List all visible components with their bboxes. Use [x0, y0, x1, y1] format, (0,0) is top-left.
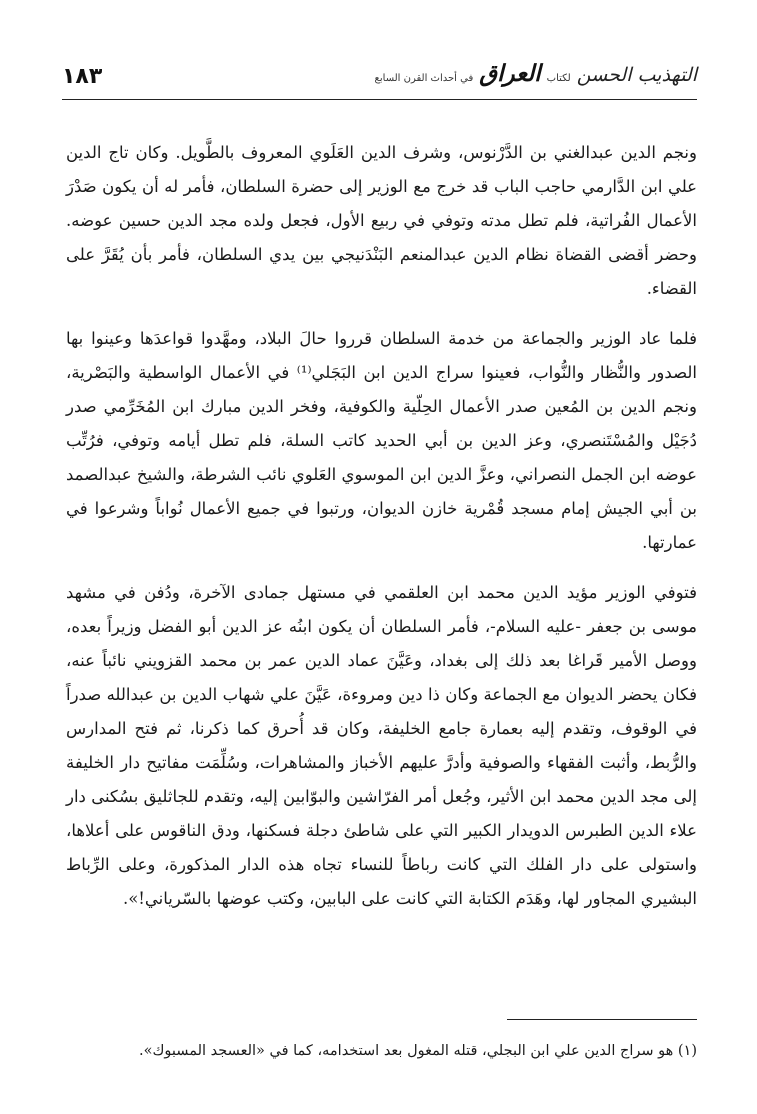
- running-title-part-3: العراق: [479, 60, 541, 87]
- running-title-part-2: لكتاب: [546, 73, 571, 84]
- header-rule: [62, 99, 697, 100]
- paragraph-1: ونجم الدين عبدالغني بن الدَّرْنوس، وشرف الدين العَلَوي المعروف بالطَّويل. وكان تاج الدين علي ابن الدَّارمي حاجب الباب قد خرج مع الوزير إلى حضرة السلطان، فأمر له أن يكون صَدْرَ الأعمال الفُراتية، فلم تطل مدته وتوفي في ربيع الأول، فجعل ولده مجد الدين حسين عوضه. وحضر أقضى القضاة نظام الدين عبدالمنعم البَنْدَنيجي بين يدي السلطان، فأمر بأن يُقَرَّ على القضاء.: [66, 143, 697, 298]
- page-number: ١٨٣: [62, 64, 103, 89]
- main-text: [66, 136, 697, 932]
- footnote-separator: [507, 1019, 697, 1020]
- paragraph-2: فلما عاد الوزير والجماعة من خدمة السلطان قرروا حالَ البلاد، ومهَّدوا قواعدَها وعينوا بها الصدور والنُّظار والنُّواب، فعينوا سراج الدين ابن البَجَلي⁽¹⁾ في الأعمال الواسطية والبَصْرية، ونجم الدين بن المُعين صدر الأعمال الحِلّية والكوفية، وفخر الدين مبارك ابن المُخَرِّمي صدر دُجَيْل والمُسْتَنصري، وعز الدين بن أبي الحديد كاتب السلة، فلم تطل أيامه وتوفي، فرُتِّب عوضه ابن الجمل النصراني، وعزَّ الدين ابن الموسوي العَلوي نائب الشرطة، والشيخ عبدالصمد بن أبي الجيش إمام مسجد قُمْرية خازن الديوان، ورتبوا في جميع الأعمال نُواباً وشرعوا في عمارتها.: [66, 329, 697, 552]
- paragraph-3: فتوفي الوزير مؤيد الدين محمد ابن العلقمي في مستهل جمادى الآخرة، ودُفن في مشهد موسى بن جعفر -عليه السلام-، فأمر السلطان أن يكون ابنُه عز الدين أبو الفضل وزيراً بعده، ووصل الأمير قَراغا بعد ذلك إلى بغداد، وعَيَّنَ عماد الدين عمر بن محمد القزويني نائباً عنه، فكان يحضر الديوان مع الجماعة وكان ذا دين ومروءة، عَيَّنَ علي شهاب الدين بن عبدالله صدراً في الوقوف، وتقدم إليه بعمارة جامع الخليفة، وكان قد أُحرق كما ذكرنا، ثم فتح المدارس والرُّبط، وأثبت الفقهاء والصوفية وأدرَّ عليهم الأخباز والمشاهرات، وسُلِّمَت مفاتيح دار الخليفة إلى مجد الدين محمد ابن الأثير، وجُعل أمر الفرّاشين والبوّابين إليه، وتقدم للجاثليق بسُكنى دار علاء الدين الطبرس الدويدار الكبير التي على شاطئ دجلة فسكنها، ودق الناقوس على أعلاها، واستولى على دار الفلك التي كانت رباطاً للنساء تجاه هذه الدار المذكورة، وعلى الرِّباط البشيري المجاور لها، وهَدَم الكتابة التي كانت على البابين، وكتب عوضها بالسّرياني!».: [66, 583, 697, 908]
- footnote: (١) هو سراج الدين علي ابن البجلي، قتله المغول بعد استخدامه، كما في «العسجد المسبوك».: [139, 1043, 697, 1059]
- running-title-part-4: في أحداث القرن السابع: [374, 73, 474, 84]
- running-title-part-1: التهذيب الحسن: [576, 64, 697, 86]
- page-header: [62, 52, 697, 100]
- running-title: [375, 60, 697, 87]
